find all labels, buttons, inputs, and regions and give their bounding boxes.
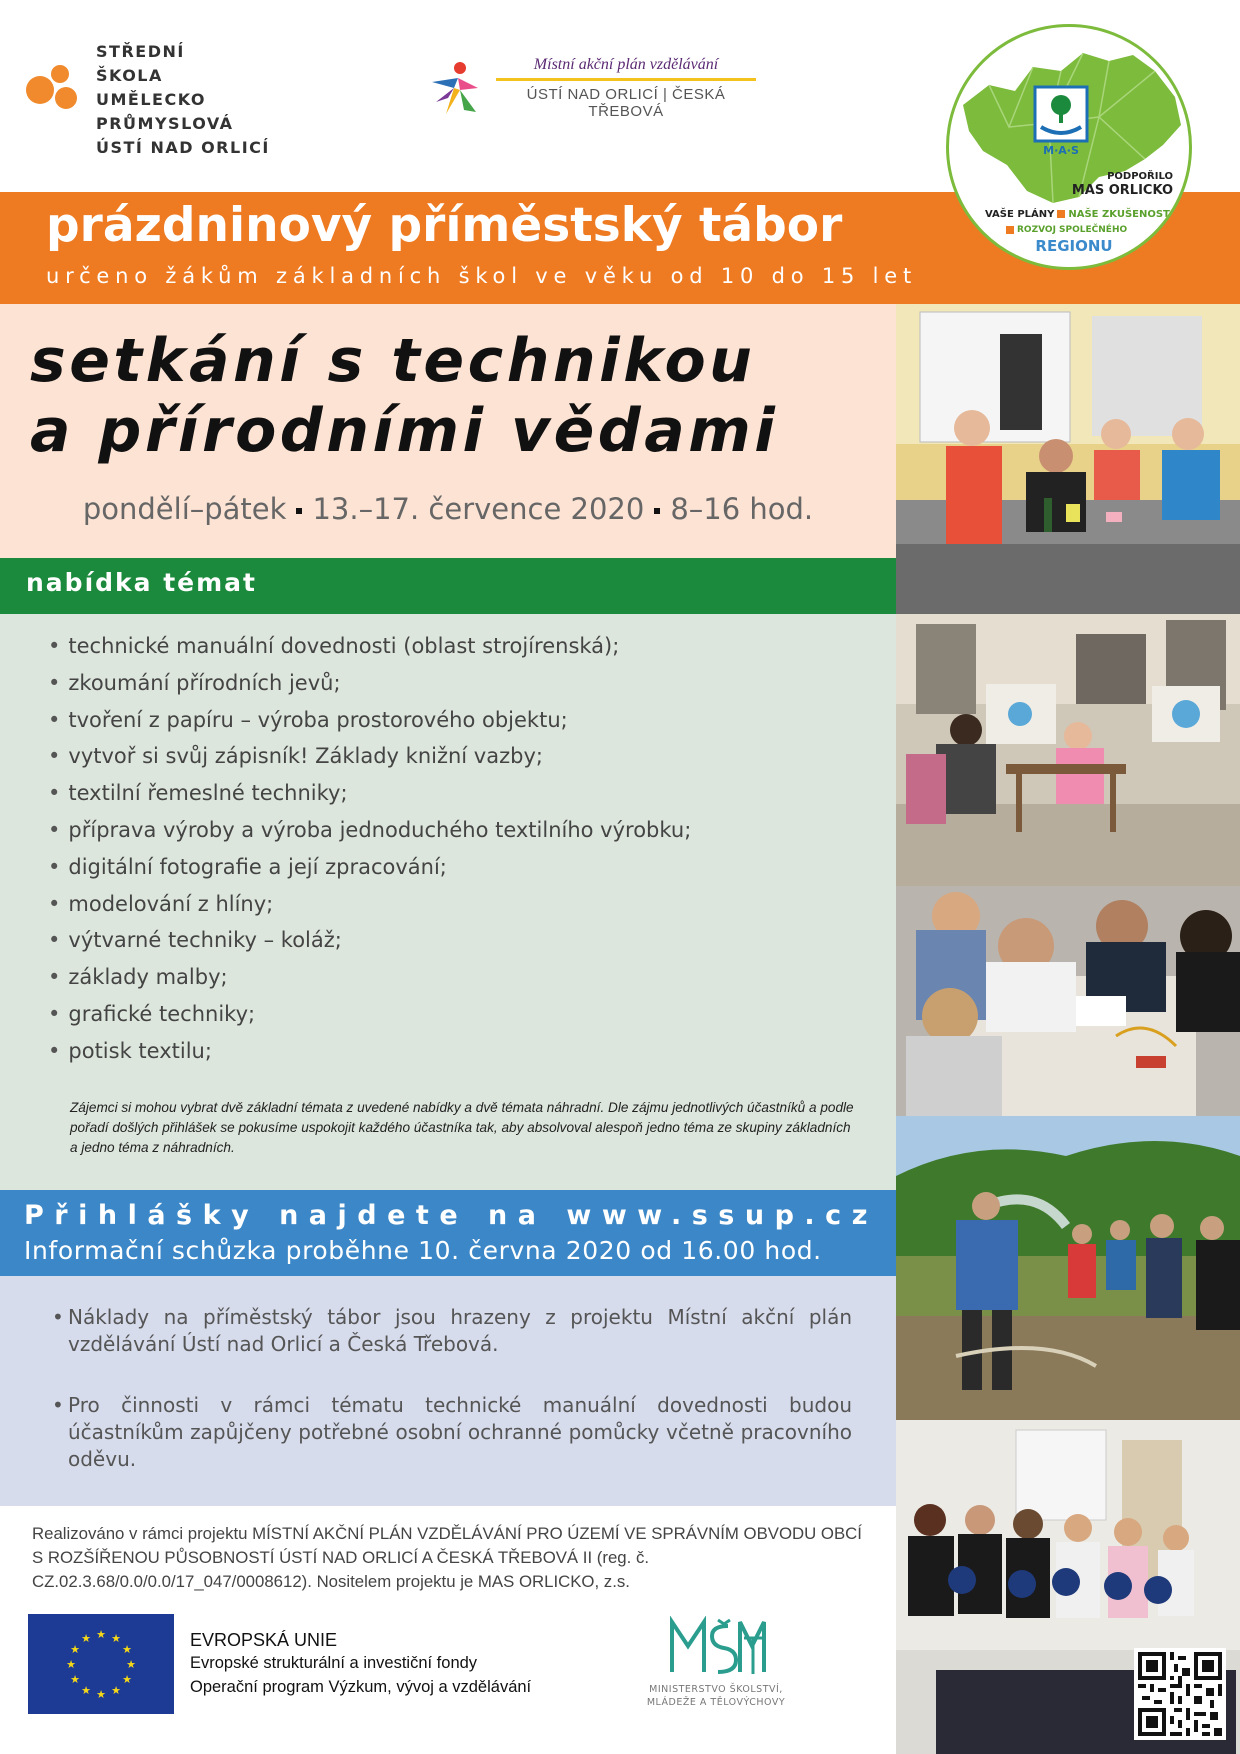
info-item-equipment (52, 1392, 852, 1473)
headline (30, 326, 778, 466)
supported-by-label: PODPOŘILO (1107, 171, 1173, 182)
svg-text:★: ★ (81, 1632, 91, 1645)
mas-tag-plans: VAŠE PLÁNY (985, 209, 1055, 220)
info-meeting-text: Informační schůzka proběhne 10. června 2020 od 16.00 hod. (24, 1236, 822, 1265)
info-item-costs (52, 1304, 852, 1358)
camp-dates: 13.–17. července 2020 (312, 492, 645, 526)
topics-list (48, 628, 691, 1070)
topic-item: • příprava výroby a výroba jednoduchého textilního výrobku; (48, 812, 691, 849)
topics-note: Zájemci si mohou vybrat dvě základní témata z uvedené nabídky a dvě témata náhradní. Dle zájmu jednotlivých účastníků a podle pořadí došlých přihlášek se pokusíme uspokojit každého účastníka tak, aby absolvoval alespoň jedno téma ze skupiny základních a jedno téma z náhradních. (70, 1100, 854, 1155)
separator-square-icon (296, 508, 302, 514)
headline-line-2: a přírodními vědami (30, 396, 779, 466)
svg-text:★: ★ (96, 1628, 106, 1641)
topic-item: • textilní řemeslné techniky; (48, 775, 691, 812)
map-logo-divider (496, 78, 756, 81)
target-audience: určeno žákům základních škol ve věku od 10 do 15 let (46, 264, 918, 288)
school-logo (24, 60, 80, 116)
qr-code[interactable] (1134, 1648, 1226, 1740)
camp-hours: 8–16 hod. (670, 492, 814, 526)
topic-item: • grafické techniky; (48, 996, 691, 1033)
school-name (96, 40, 270, 160)
mas-tag-experience: NAŠE ZKUŠENOSTI (1068, 209, 1174, 220)
topic-item: • základy malby; (48, 959, 691, 996)
mas-name: MAS ORLICKO (1071, 183, 1173, 198)
school-name-line: ÚSTÍ NAD ORLICÍ (96, 138, 270, 157)
eu-funds: Evropské strukturální a investiční fondy (190, 1654, 478, 1672)
topic-item: • technické manuální dovednosti (oblast strojírenská); (48, 628, 691, 665)
topic-item: • modelování z hlíny; (48, 886, 691, 923)
camp-schedule (0, 492, 896, 526)
school-name-line: PRŮMYSLOVÁ (96, 114, 234, 133)
mas-tag-development-row (1003, 225, 1127, 235)
topics-heading: nabídka témat (26, 568, 258, 597)
eu-title: EVROPSKÁ UNIE (190, 1630, 338, 1650)
svg-text:★: ★ (126, 1658, 136, 1671)
svg-text:★: ★ (111, 1684, 121, 1697)
svg-text:★: ★ (70, 1673, 80, 1686)
camp-days: pondělí–pátek (82, 492, 287, 526)
school-name-line: UMĚLECKO (96, 90, 206, 109)
topic-item: • tvoření z papíru – výroba prostorového objektu; (48, 702, 691, 739)
photo-art-studio (896, 614, 1240, 886)
eu-flag-icon (28, 1614, 174, 1714)
bullet-icon: • (52, 1305, 64, 1329)
map-logo-subtitle: ÚSTÍ NAD ORLICÍ | ČESKÁ TŘEBOVÁ (526, 86, 726, 120)
photo-classroom-experiment (896, 304, 1240, 614)
mas-tag-development: ROZVOJ SPOLEČNÉHO (1017, 225, 1128, 235)
svg-text:★: ★ (111, 1632, 121, 1645)
svg-text:★: ★ (70, 1643, 80, 1656)
topic-item: • potisk textilu; (48, 1033, 691, 1070)
separator-square-icon (654, 508, 660, 514)
application-link-text: Přihlášky najdete na www.ssup.cz (24, 1200, 878, 1231)
orange-square-icon (1057, 210, 1065, 218)
msmt-logo (666, 1616, 766, 1678)
map-logo-title: Místní akční plán vzdělávání (533, 56, 719, 73)
msmt-name-line-2: MLÁDEŽE A TĚLOVÝCHOVY (646, 1697, 786, 1708)
topic-item: • zkoumání přírodních jevů; (48, 665, 691, 702)
topic-item: • vytvoř si svůj zápisník! Základy knižní vazby; (48, 738, 691, 775)
svg-text:★: ★ (96, 1688, 106, 1701)
map-logo-icon (424, 58, 486, 120)
svg-text:★: ★ (122, 1643, 132, 1656)
svg-text:★: ★ (122, 1673, 132, 1686)
main-title: prázdninový příměstský tábor (46, 198, 843, 253)
info-item-text: Náklady na příměstský tábor jsou hrazeny z projektu Místní akční plán vzdělávání Ústí nad Orlicí a Česká Třebová. (68, 1305, 852, 1356)
svg-text:★: ★ (66, 1658, 76, 1671)
mas-mark: M·A·S (1043, 144, 1079, 157)
topic-item: • digitální fotografie a její zpracování; (48, 849, 691, 886)
msmt-name-line-1: MINISTERSTVO ŠKOLSTVÍ, (649, 1684, 783, 1695)
info-item-text: Pro činnosti v rámci tématu technické manuální dovednosti budou účastníkům zapůjčeny potřebné osobní ochranné pomůcky včetně pracovního oděvu. (68, 1393, 852, 1471)
topic-item: • výtvarné techniky – koláž; (48, 922, 691, 959)
school-name-line: ŠKOLA (96, 66, 163, 85)
eu-program: Operační program Výzkum, vývoj a vzdělávání (190, 1678, 532, 1696)
school-name-line: STŘEDNÍ (96, 42, 185, 61)
photo-outdoor-firehose (896, 1116, 1240, 1420)
orange-square-icon (1006, 226, 1014, 234)
bullet-icon: • (52, 1393, 64, 1417)
mas-tag-region: REGIONU (1035, 237, 1113, 255)
photo-electronics-workshop (896, 886, 1240, 1116)
svg-text:★: ★ (81, 1684, 91, 1697)
project-footer-text: Realizováno v rámci projektu MÍSTNÍ AKČNÍ PLÁN VZDĚLÁVÁNÍ PRO ÚZEMÍ VE SPRÁVNÍM OBVODU OBCÍ S ROZŠÍŘENOU PŮSOBNOSTÍ ÚSTÍ NAD ORLICÍ A ČESKÁ TŘEBOVÁ II (reg. č. CZ.02.3.68/0.0/0.0/17_047/0008612). Nositelem projektu je MAS ORLICKO, z.s. (32, 1524, 862, 1591)
headline-line-1: setkání s technikou (30, 326, 756, 396)
mas-tagline (985, 209, 1174, 220)
mas-orlicko-badge (946, 24, 1192, 270)
